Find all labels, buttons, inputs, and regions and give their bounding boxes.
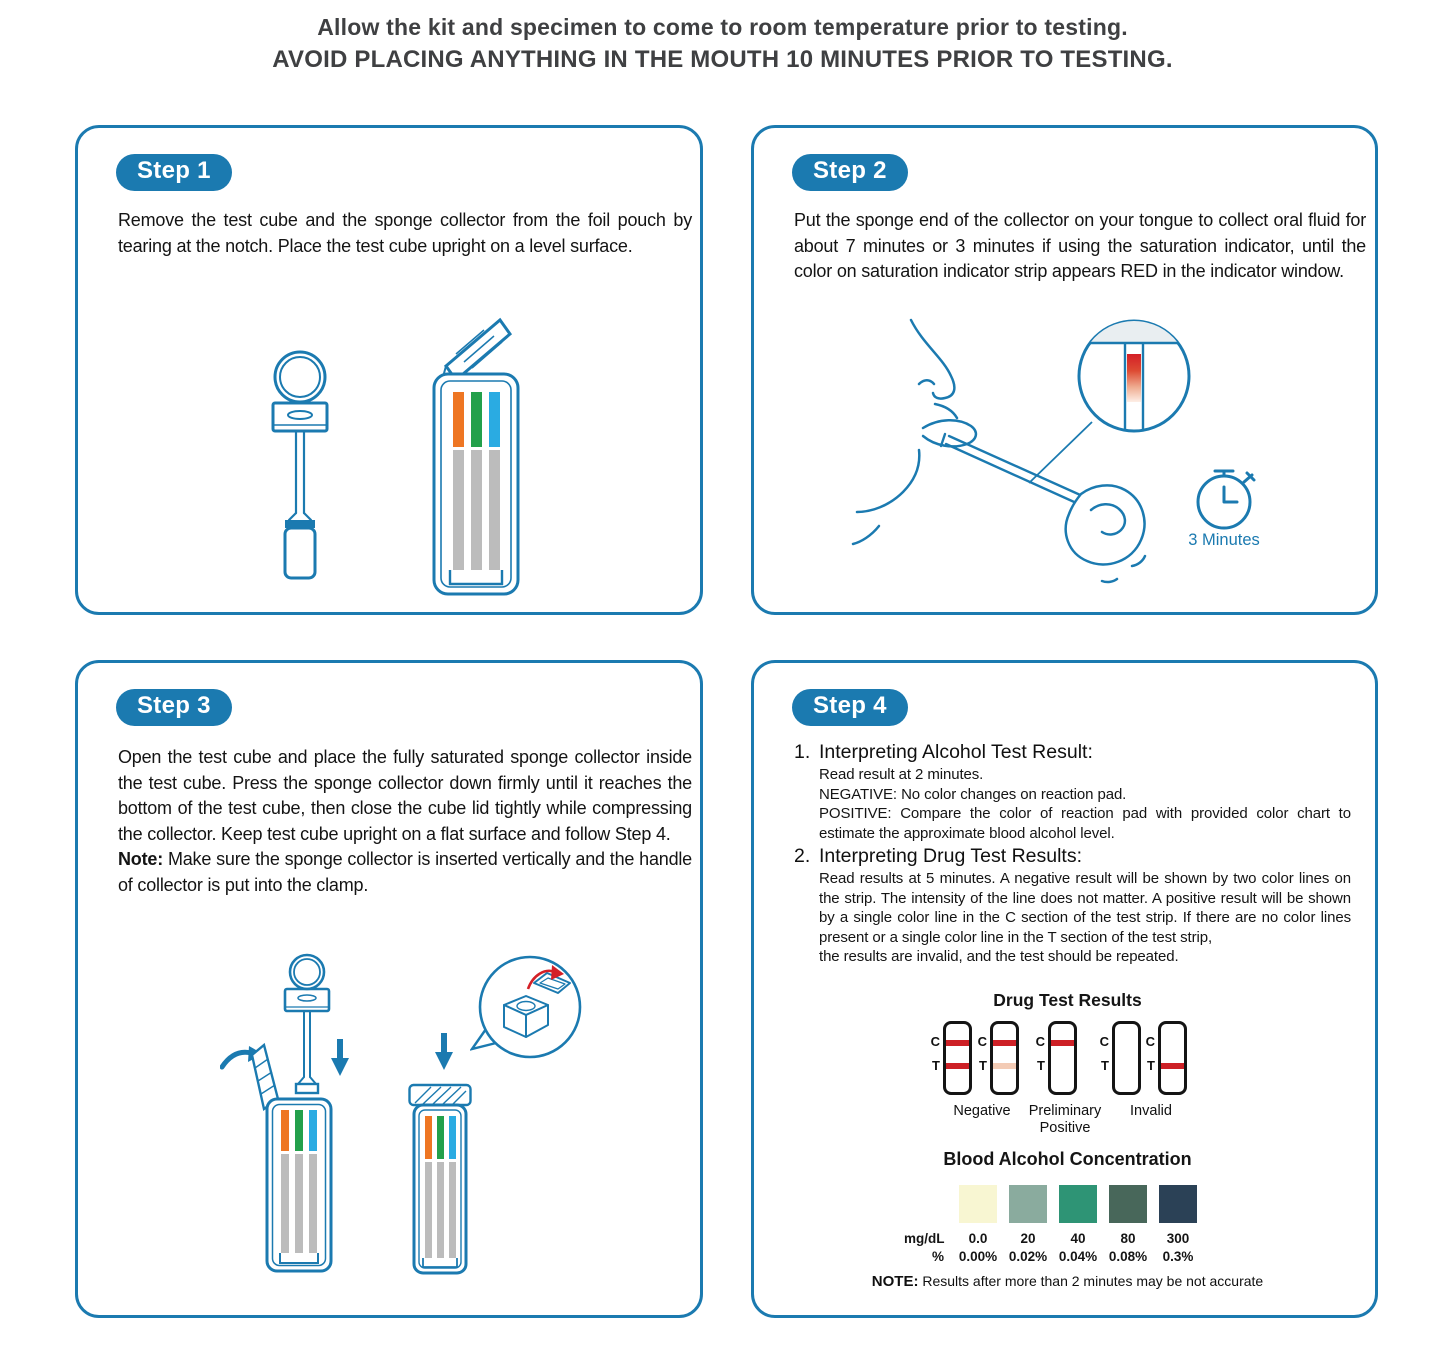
strip-window: [1112, 1021, 1141, 1095]
bac-swatch-cell: 80 0.08%: [1104, 1185, 1152, 1264]
saturation-indicator-magnifier: [1079, 321, 1189, 431]
stopwatch-icon: [1186, 466, 1262, 532]
test-strip: C T: [928, 1021, 974, 1101]
result-label: Negative: [953, 1103, 1011, 1119]
test-strip: C T: [975, 1021, 1021, 1101]
drug-test-result-labels: [754, 1103, 1381, 1143]
step-2-instructions: Put the sponge end of the collector on your tongue to collect oral fluid for about 7 minutes or 3 minutes if using the saturation indicator, until the color on saturation indicator strip appears RED in the indicator window.: [794, 210, 1366, 281]
sponge-collector-illustration: [264, 350, 336, 582]
result-label: Invalid: [1130, 1103, 1172, 1119]
down-arrow-icon: [434, 1033, 454, 1071]
header-line-1: Allow the kit and specimen to come to room temperature prior to testing.: [317, 14, 1128, 40]
step-3-instructions: [118, 745, 692, 898]
step-3-badge: Step 3: [116, 689, 232, 726]
bac-swatch-cell: 0.0 0.00%: [954, 1185, 1002, 1264]
magnifier-pointer-line: [1029, 422, 1092, 483]
bac-units: mg/dL %: [904, 1231, 945, 1264]
alcohol-result-heading: 1. Interpreting Alcohol Test Result:: [794, 741, 1093, 763]
bac-color-swatch: [1009, 1185, 1047, 1223]
test-strip: C T: [1143, 1021, 1189, 1101]
step-2-badge: Step 2: [792, 154, 908, 191]
strip-window: [1048, 1021, 1077, 1095]
collector-insert-illustration: [276, 953, 338, 1103]
drug-results-details: Read results at 5 minutes. A negative result will be shown by two color lines on the strip. The intensity of the line does not matter. A positive result will be shown by a single color line in the C section of the test strip. If there are no color lines present or a single color line in the T section of the test strip, the results are invalid, and the test should be repeated.: [819, 870, 1351, 965]
step-1-panel: [75, 125, 703, 615]
open-test-cube-illustration: [426, 308, 526, 602]
bac-note: NOTE: Results after more than 2 minutes may be not accurate: [871, 1273, 1264, 1290]
step-1-instructions: Remove the test cube and the sponge collector from the foil pouch by tearing at the notch. Place the test cube upright on a level surface.: [118, 210, 692, 256]
bac-title: Blood Alcohol Concentration: [943, 1149, 1192, 1169]
bac-color-swatch: [959, 1185, 997, 1223]
down-arrow-icon: [330, 1039, 350, 1077]
bac-swatch-cell: 300 0.3%: [1154, 1185, 1202, 1264]
test-strip: C T: [1097, 1021, 1143, 1101]
tongue-swab-illustration: [849, 298, 1279, 628]
header-line-2: AVOID PLACING ANYTHING IN THE MOUTH 10 MINUTES PRIOR TO TESTING.: [272, 46, 1173, 73]
bac-color-swatch: [1159, 1185, 1197, 1223]
step-3-note-text: Make sure the sponge collector is inserted vertically and the handle of collector is put into the clamp.: [118, 849, 692, 895]
drug-test-strips: [754, 1021, 1381, 1101]
bac-swatch-cell: 40 0.04%: [1054, 1185, 1102, 1264]
face-profile: [853, 320, 976, 544]
strip-window: [990, 1021, 1019, 1095]
open-cube-illustration: [264, 1095, 334, 1275]
test-strip: C T: [1033, 1021, 1079, 1101]
result-label: Preliminary Positive: [1028, 1103, 1102, 1136]
step-4-badge: Step 4: [792, 689, 908, 726]
strip-window: [1158, 1021, 1187, 1095]
lid-close-callout-icon: [470, 953, 588, 1071]
step-3-main-text: Open the test cube and place the fully saturated sponge collector inside the test cube. Press the sponge collector down firmly until it reaches the bottom of the test cube, then close the cube lid tightly while compressing the collector. Keep test cube upright on a flat surface and follow Step 4.: [118, 747, 692, 844]
drug-test-results-title: Drug Test Results: [993, 990, 1142, 1010]
strip-window: [943, 1021, 972, 1095]
step-3-note-label: Note:: [118, 849, 163, 869]
bac-color-swatch: [1059, 1185, 1097, 1223]
bac-color-chart: [904, 1185, 1202, 1264]
sheet-header: [0, 14, 1445, 74]
step-1-badge: Step 1: [116, 154, 232, 191]
bac-color-swatch: [1109, 1185, 1147, 1223]
timer-label: 3 Minutes: [1188, 531, 1260, 549]
closed-cube-illustration: [408, 1079, 472, 1279]
hand: [1066, 485, 1145, 582]
step-3-panel: [75, 660, 703, 1318]
step-4-panel: [751, 660, 1378, 1318]
step-4-instructions: [794, 739, 1356, 967]
red-indicator-strip: [1127, 354, 1141, 402]
alcohol-result-details: Read result at 2 minutes. NEGATIVE: No color changes on reaction pad. POSITIVE: Compare the color of reaction pad with provided color chart to estimate the approximate blood alcohol level.: [819, 766, 1351, 842]
bac-swatch-cell: 20 0.02%: [1004, 1185, 1052, 1264]
step-2-panel: [751, 125, 1378, 615]
drug-results-heading: 2. Interpreting Drug Test Results:: [794, 845, 1083, 867]
